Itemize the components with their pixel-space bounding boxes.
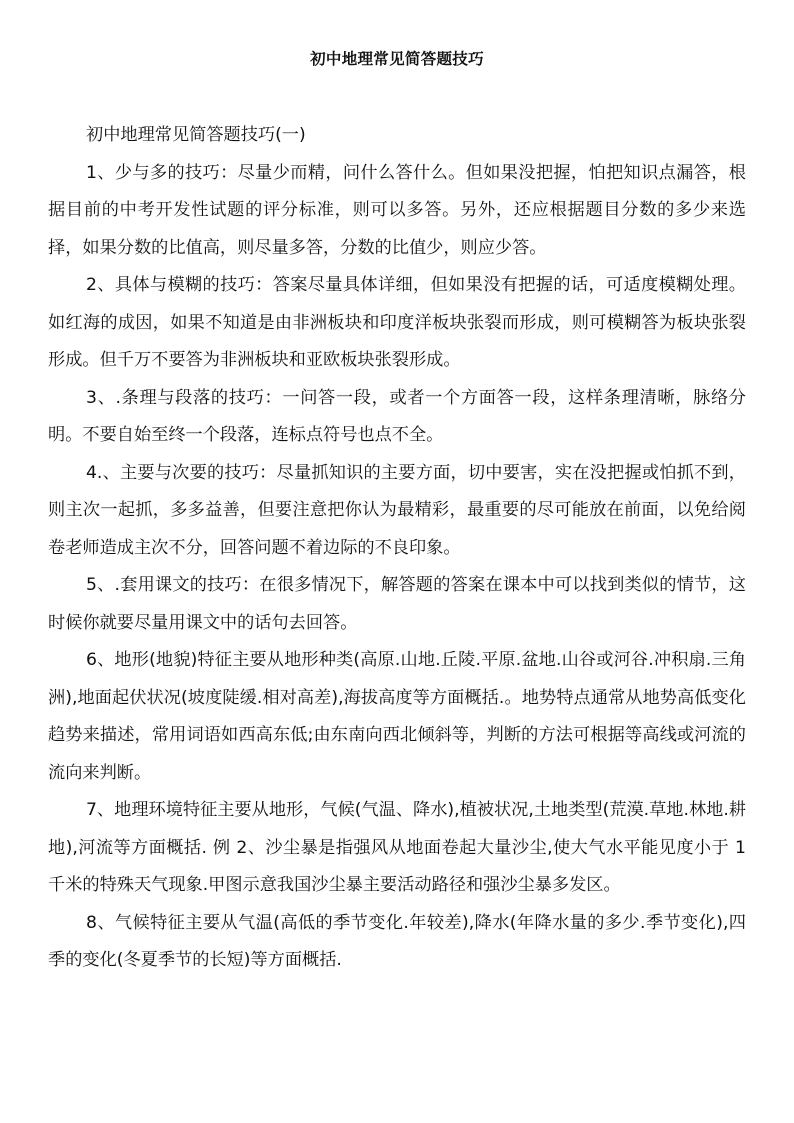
paragraph-7: 7、地理环境特征主要从地形，气候(气温、降水),植被状况,土地类型(荒漠.草地.林地.耕地),河流等方面概括. 例 2、沙尘暴是指强风从地面卷起大量沙尘,使大气水平能见度小于 1 千米的特殊天气现象.甲图示意我国沙尘暴主要活动路径和强沙尘暴多发区。 (48, 800, 746, 895)
paragraph-6: 6、地形(地貌)特征主要从地形种类(高原.山地.丘陵.平原.盆地.山谷或河谷.冲积扇.三角洲),地面起伏状况(坡度陡缓.相对高差),海拔高度等方面概括.。地势特点通常从地势高低变化趋势来描述，常用词语如西高东低;由东南向西北倾斜等，判断的方法可根据等高线或河流的流向来判断。 (48, 650, 746, 783)
paragraph-1: 1、少与多的技巧：尽量少而精，问什么答什么。但如果没把握，怕把知识点漏答，根据目前的中考开发性试题的评分标准，则可以多答。另外，还应根据题目分数的多少来选择，如果分数的比值高，则尽量多答，分数的比值少，则应少答。 (48, 162, 746, 258)
document-body (48, 117, 746, 980)
paragraph-8: 8、气候特征主要从气温(高低的季节变化.年较差),降水(年降水量的多少.季节变化),四季的变化(冬夏季节的长短)等方面概括. (48, 912, 746, 970)
section-heading: 初中地理常见简答题技巧(一) (86, 125, 306, 145)
paragraph-3: 3、.条理与段落的技巧：一问答一段，或者一个方面答一段，这样条理清晰，脉络分明。不要自始至终一个段落，连标点符号也点不全。 (48, 387, 746, 445)
paragraph-4: 4.、主要与次要的技巧：尽量抓知识的主要方面，切中要害，实在没把握或怕抓不到，则主次一起抓，多多益善，但要注意把你认为最精彩，最重要的尽可能放在前面，以免给阅卷老师造成主次不分，回答问题不着边际的不良印象。 (48, 462, 746, 558)
paragraph-2: 2、具体与模糊的技巧：答案尽量具体详细，但如果没有把握的话，可适度模糊处理。如红海的成因，如果不知道是由非洲板块和印度洋板块张裂而形成，则可模糊答为板块张裂形成。但千万不要答为非洲板块和亚欧板块张裂形成。 (48, 275, 746, 370)
document-title: 初中地理常见简答题技巧 (310, 50, 484, 68)
paragraph-5: 5、.套用课文的技巧：在很多情况下，解答题的答案在课本中可以找到类似的情节，这时候你就要尽量用课文中的话句去回答。 (48, 575, 746, 633)
